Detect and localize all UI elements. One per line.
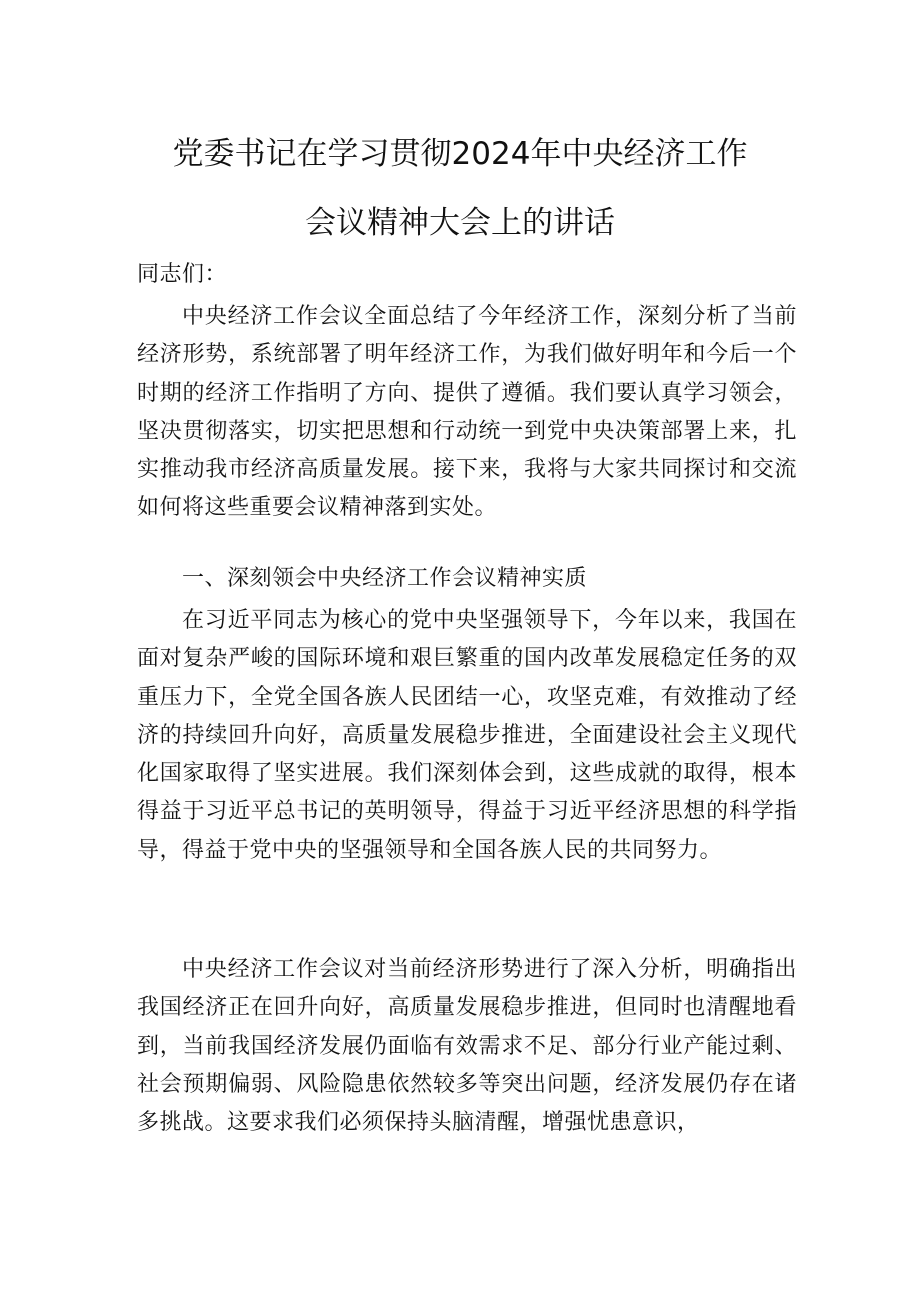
- paragraph-challenges: 中央经济工作会议对当前经济形势进行了深入分析，明确指出我国经济正在回升向好，高质量发展稳步推进，但同时也清醒地看到，当前我国经济发展仍面临有效需求不足、部分行业产能过剩、社会预期偏弱、风险隐患依然较多等突出问题，经济发展仍存在诸多挑战。这要求我们必须保持头脑清醒，增强忧患意识，: [137, 957, 797, 1136]
- paragraph-intro: 中央经济工作会议全面总结了今年经济工作，深刻分析了当前经济形势，系统部署了明年经济工作，为我们做好明年和今后一个时期的经济工作指明了方向、提供了遵循。我们要认真学习领会，坚决贯彻落实，切实把思想和行动统一到党中央决策部署上来，扎实推动我市经济高质量发展。接下来，我将与大家共同探讨和交流如何将这些重要会议精神落到实处。: [137, 304, 797, 521]
- document-title-line-2: 会议精神大会上的讲话: [305, 205, 615, 241]
- document-title-line-1: 党委书记在学习贯彻2024年中央经济工作: [172, 136, 748, 172]
- salutation: 同志们：: [137, 262, 228, 287]
- paragraph-achievements: 在习近平同志为核心的党中央坚强领导下，今年以来，我国在面对复杂严峻的国际环境和艰巨繁重的国内改革发展稳定任务的双重压力下，全党全国各族人民团结一心，攻坚克难，有效推动了经济的持续回升向好，高质量发展稳步推进，全面建设社会主义现代化国家取得了坚实进展。我们深刻体会到，这些成就的取得，根本得益于习近平总书记的英明领导，得益于习近平经济思想的科学指导，得益于党中央的坚强领导和全国各族人民的共同努力。: [137, 608, 797, 863]
- section-heading-1: 一、深刻领会中央经济工作会议精神实质: [182, 566, 588, 591]
